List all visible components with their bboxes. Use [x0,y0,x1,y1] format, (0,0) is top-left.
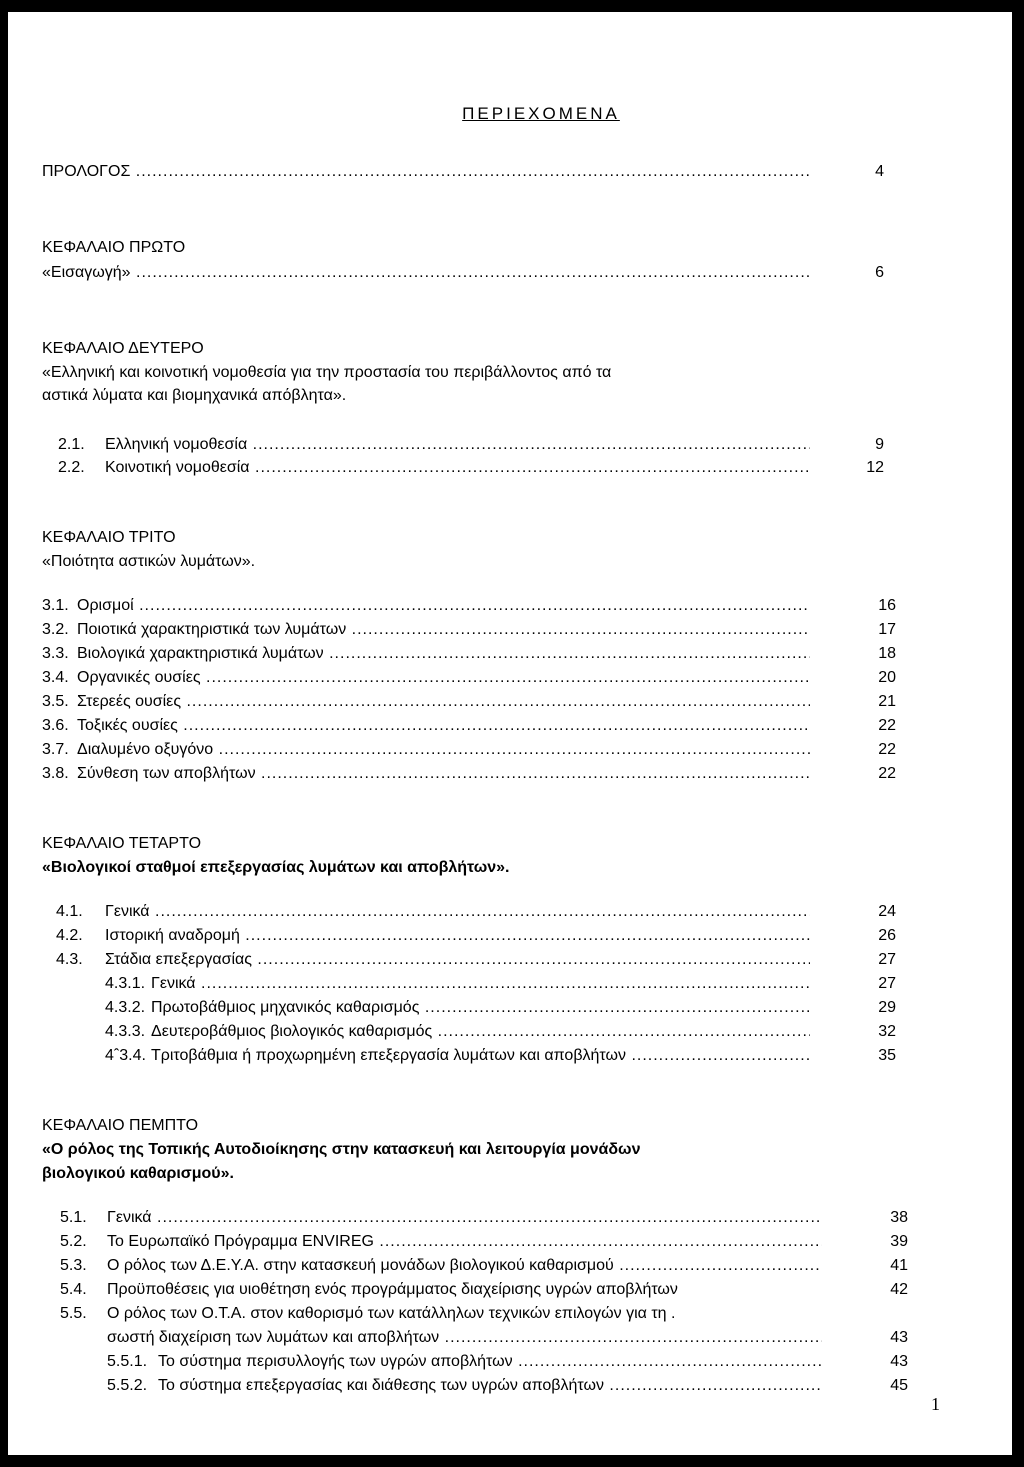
toc-entry-page: 26 [878,927,896,944]
page-number: 1 [931,1394,940,1414]
toc-entry-page: 17 [878,621,896,638]
toc-entry-page: 27 [878,951,896,968]
toc-subentry [105,1046,896,1066]
toc-entry-page: 38 [890,1209,908,1226]
toc-subentry [105,1022,896,1042]
toc-entry-label: Ιστορική αναδρομή ..... [105,926,810,946]
toc-entry [58,435,884,455]
toc-entry-label: Βιολογικά χαρακτηριστικά λυμάτων ..... [77,644,810,664]
chapter-heading: ΚΕΦΑΛΑΙΟ ΤΡΙΤΟ [42,529,176,546]
toc-entry-number: 3.2. [42,621,69,638]
toc-subentry [107,1352,908,1372]
toc-entry [60,1232,908,1252]
toc-entry-label: Ορισμοί ..... [77,596,810,616]
toc-entry-number: 4.3. [56,951,83,968]
toc-entry-label: «Εισαγωγή» ..... [42,263,812,283]
toc-entry-page: 21 [878,693,896,710]
toc-entry-page: 22 [878,765,896,782]
chapter-heading: ΚΕΦΑΛΑΙΟ ΠΕΜΠΤΟ [42,1117,199,1134]
toc-entry [42,764,896,784]
toc-entry-label: σωστή διαχείριση των λυμάτων και αποβλήτων ..... [107,1328,822,1348]
toc-entry-number: 4.3.2. [105,999,146,1016]
toc-entry [60,1208,908,1228]
toc-entry [42,692,896,712]
chapter-subtitle: «Ο ρόλος της Τοπικής Αυτοδιοίκησης στην κατασκευή και λειτουργία μονάδων [42,1141,641,1158]
toc-entry [42,740,896,760]
toc-entry-page: 18 [878,645,896,662]
toc-entry-label: Τριτοβάθμια ή προχωρημένη επεξεργασία λυμάτων και αποβλήτων ..... [151,1046,810,1066]
toc-entry-number: 3.5. [42,693,69,710]
chapter-heading: ΚΕΦΑΛΑΙΟ ΠΡΩΤΟ [42,239,186,256]
toc-entry-label: Πρωτοβάθμιος μηχανικός καθαρισμός ..... [151,998,810,1018]
toc-entry-page: 9 [875,436,884,453]
toc-entry-number: 5.3. [60,1257,87,1274]
toc-entry-page: 35 [878,1047,896,1064]
toc-entry-number: 5.4. [60,1281,87,1298]
toc-entry-label: Δευτεροβάθμιος βιολογικός καθαρισμός ..... [151,1022,810,1042]
toc-entry [60,1280,908,1300]
toc-subentry [107,1376,908,1396]
chapter-heading: ΚΕΦΑΛΑΙΟ ΤΕΤΑΡΤΟ [42,835,202,852]
toc-entry-page: 6 [875,264,884,281]
toc-entry [42,716,896,736]
chapter-heading: ΚΕΦΑΛΑΙΟ ΔΕΥΤΕΡΟ [42,340,204,357]
toc-entry-number: 4.3.3. [105,1023,146,1040]
toc-entry-page: 42 [890,1281,908,1298]
toc-entry-label: Το σύστημα επεξεργασίας και διάθεσης των υγρών αποβλήτων ..... [158,1376,821,1396]
toc-entry-label: Ο ρόλος των Δ.Ε.Υ.Α. στην κατασκευή μονάδων βιολογικού καθαρισμού ..... [107,1256,822,1276]
toc-entry-page: 32 [878,1023,896,1040]
toc-entry [58,458,884,478]
toc-subentry [105,998,896,1018]
toc-entry [56,926,896,946]
toc-entry-page: 20 [878,669,896,686]
toc-entry-page: 12 [866,459,884,476]
toc-entry-label: Στερεές ουσίες ..... [77,692,810,712]
toc-entry-page: 22 [878,717,896,734]
toc-entry-label: Γενικά ..... [151,974,810,994]
toc-entry-label: Ο ρόλος των Ο.Τ.Α. στον καθορισμό των κατάλληλων τεχνικών επιλογών για τη . [107,1305,676,1322]
document-page [8,12,1012,1455]
chapter-subtitle: «Ποιότητα αστικών λυμάτων». [42,553,256,570]
toc-title: ΠΕΡΙΕΧΟΜΕΝΑ [462,104,620,123]
toc-entry-label: ΠΡΟΛΟΓΟΣ ..... [42,162,812,182]
toc-entry-label: Ελληνική νομοθεσία ..... [105,435,810,455]
toc-entry-page: 16 [878,597,896,614]
toc-entry-label: Το Ευρωπαϊκό Πρόγραμμα ENVIREG ..... [107,1232,822,1252]
toc-entry [42,620,896,640]
toc-entry [42,668,896,688]
chapter-subtitle: βιολογικού καθαρισμού». [42,1165,234,1182]
toc-entry-page: 24 [878,903,896,920]
toc-entry-label: Κοινοτική νομοθεσία ..... [105,458,810,478]
toc-entry [56,950,896,970]
toc-entry-page: 43 [890,1353,908,1370]
toc-entry-number: 4.3.1. [105,975,146,992]
toc-entry [60,1304,908,1324]
toc-entry-page: 39 [890,1233,908,1250]
toc-entry-continued [60,1328,908,1348]
chapter-subtitle: «Βιολογικοί σταθμοί επεξεργασίας λυμάτων και αποβλήτων». [42,859,510,876]
toc-entry-number: 3.1. [42,597,69,614]
toc-entry-number: 3.3. [42,645,69,662]
toc-entry-page: 29 [878,999,896,1016]
toc-entry-label: Σύνθεση των αποβλήτων ..... [77,764,810,784]
chapter-subtitle: «Ελληνική και κοινοτική νομοθεσία για την προστασία του περιβάλλοντος από τα [42,364,612,381]
toc-entry-number: 3.4. [42,669,69,686]
chapter-subtitle: αστικά λύματα και βιομηχανικά απόβλητα». [42,387,347,404]
toc-entry-number: 5.5. [60,1305,87,1322]
toc-entry-label: Τοξικές ουσίες ..... [77,716,810,736]
toc-entry-page: 4 [875,163,884,180]
toc-entry-label: Στάδια επεξεργασίας ..... [105,950,810,970]
toc-entry-number: 4ˆ3.4. [105,1047,146,1064]
toc-entry-number: 5.5.1. [107,1353,148,1370]
toc-entry-number: 3.8. [42,765,69,782]
toc-entry-ch1 [42,263,884,283]
toc-entry-label: Γενικά ..... [105,902,810,922]
toc-entry-number: 2.2. [58,459,85,476]
toc-entry-page: 27 [878,975,896,992]
toc-entry-number: 4.2. [56,927,83,944]
toc-entry-label: Διαλυμένο οξυγόνο ..... [77,740,810,760]
toc-entry [42,596,896,616]
toc-entry-number: 4.1. [56,903,83,920]
toc-entry-page: 22 [878,741,896,758]
toc-entry-number: 5.1. [60,1209,87,1226]
toc-entry-page: 45 [890,1377,908,1394]
toc-entry-number: 3.7. [42,741,69,758]
toc-entry [56,902,896,922]
toc-entry [42,644,896,664]
toc-entry [60,1256,908,1276]
toc-entry-prologue [42,162,884,182]
toc-entry-label: Προϋποθέσεις για υιοθέτηση ενός προγράμματος διαχείρισης υγρών αποβλήτων [107,1281,678,1298]
toc-entry-number: 3.6. [42,717,69,734]
toc-entry-number: 2.1. [58,436,85,453]
toc-entry-page: 43 [890,1329,908,1346]
toc-entry-number: 5.2. [60,1233,87,1250]
toc-entry-number: 5.5.2. [107,1377,148,1394]
toc-subentry [105,974,896,994]
toc-entry-label: Γενικά ..... [107,1208,822,1228]
toc-entry-label: Το σύστημα περισυλλογής των υγρών αποβλήτων ..... [158,1352,821,1372]
toc-entry-label: Οργανικές ουσίες ..... [77,668,810,688]
toc-entry-page: 41 [890,1257,908,1274]
toc-entry-label: Ποιοτικά χαρακτηριστικά των λυμάτων ..... [77,620,810,640]
